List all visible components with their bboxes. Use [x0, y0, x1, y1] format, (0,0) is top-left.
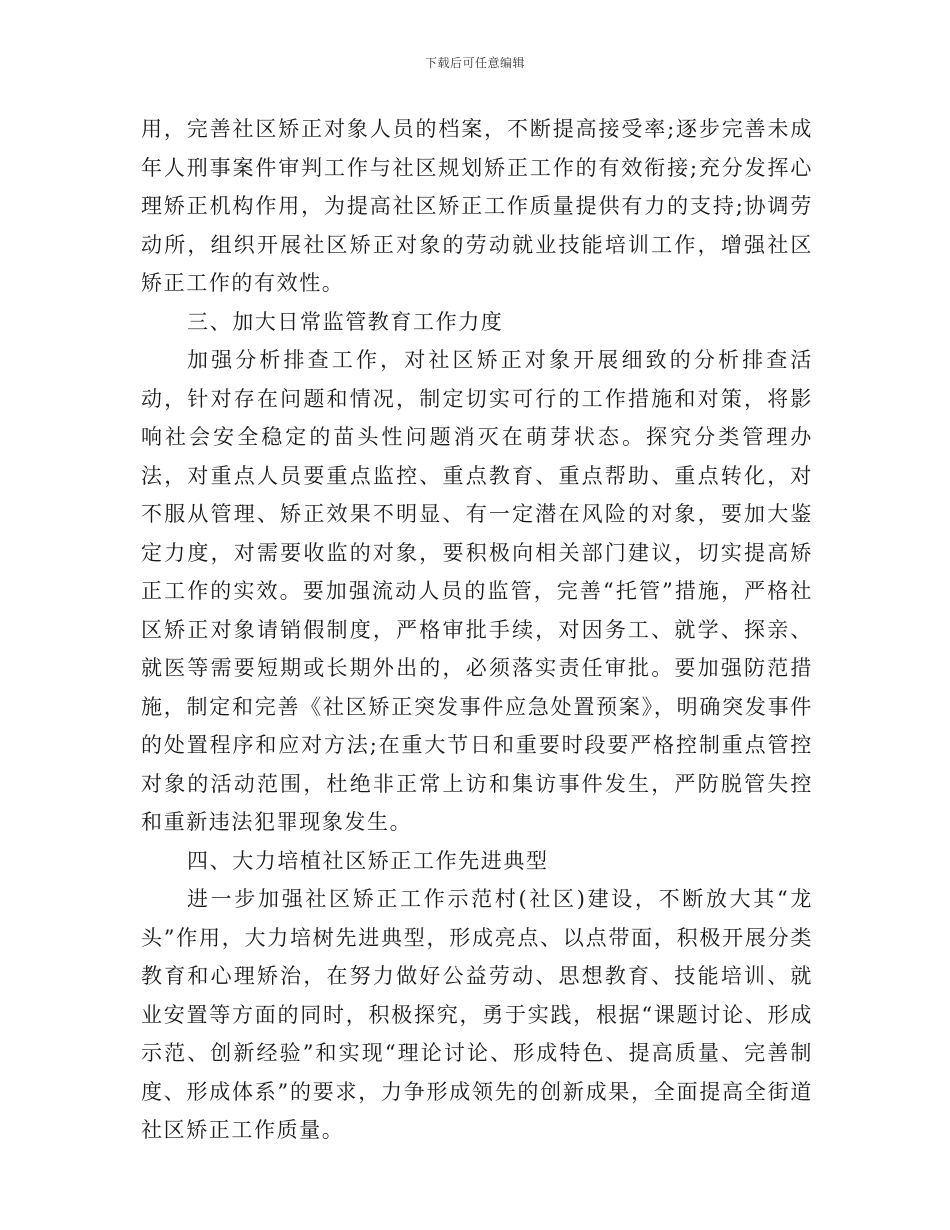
page-header: 下载后可任意编辑 [424, 56, 525, 70]
section-heading-3: 三、加大日常监管教育工作力度 [187, 309, 504, 334]
paragraph-typical-models: 进一步加强社区矫正工作示范村(社区)建设，不断放大其“龙头”作用，大力培树先进典型，形成亮点、以点带面，积极开展分类教育和心理矫治，在努力做好公益劳动、思想教育、技能培训、就业安置等方面的同时，积极探究，勇于实践，根据“课题讨论、形成示范、创新经验”和实现“理论讨论、形成特色、提高质量、完善制度、形成体系”的要求，力争形成领先的创新成果，全面提高全街道社区矫正工作质量。 [141, 887, 813, 1142]
paragraph-supervision: 加强分析排查工作，对社区矫正对象开展细致的分析排查活动，针对存在问题和情况，制定切实可行的工作措施和对策，将影响社会安全稳定的苗头性问题消灭在萌芽状态。探究分类管理办法，对重点人员要重点监控、重点教育、重点帮助、重点转化，对不服从管理、矫正效果不明显、有一定潜在风险的对象，要加大鉴定力度，对需要收监的对象，要积极向相关部门建议，切实提高矫正工作的实效。要加强流动人员的监管，完善“托管”措施，严格社区矫正对象请销假制度，严格审批手续，对因务工、就学、探亲、就医等需要短期或长期外出的，必须落实责任审批。要加强防范措施，制定和完善《社区矫正突发事件应急处置预案》，明确突发事件的处置程序和应对方法;在重大节日和重要时段要严格控制重点管控对象的活动范围，杜绝非正常上访和集访事件发生，严防脱管失控和重新违法犯罪现象发生。 [141, 348, 813, 834]
document-body [141, 110, 813, 1150]
section-heading-4: 四、大力培植社区矫正工作先进典型 [187, 848, 549, 873]
paragraph-continuation: 用，完善社区矫正对象人员的档案，不断提高接受率;逐步完善未成年人刑事案件审判工作与社区规划矫正工作的有效衔接;充分发挥心理矫正机构作用，为提高社区矫正工作质量提供有力的支持;协调劳动所，组织开展社区矫正对象的劳动就业技能培训工作，增强社区矫正工作的有效性。 [141, 117, 813, 295]
